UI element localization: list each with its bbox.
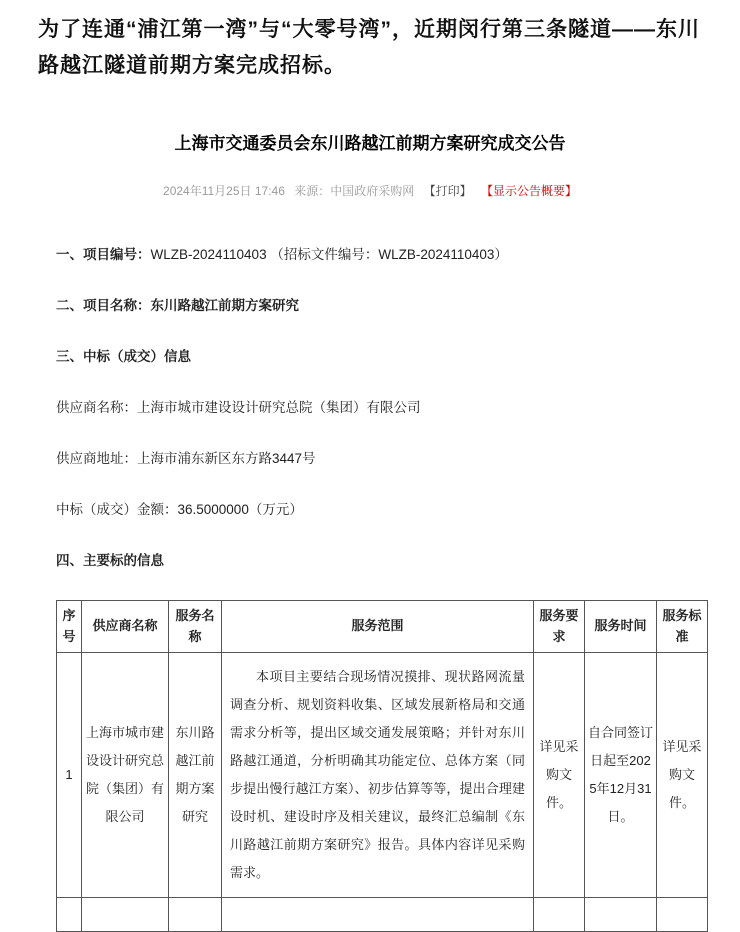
cell-supplier: 上海市城市建设设计研究总院（集团）有限公司	[82, 653, 169, 898]
article-title: 上海市交通委员会东川路越江前期方案研究成交公告	[174, 134, 566, 154]
col-header-supplier: 供应商名称	[82, 601, 169, 653]
cell-seq: 1	[57, 653, 82, 898]
cell-requirement: 详见采购文件。	[534, 653, 585, 898]
empty-cell	[169, 897, 222, 931]
table-empty-row	[57, 897, 708, 931]
section-value: 东川路越江前期方案研究	[150, 298, 299, 314]
section-label: 中标（成交）金额：	[56, 502, 178, 518]
empty-cell	[57, 897, 82, 931]
section-main-subject-heading	[56, 549, 684, 569]
subject-info-table	[56, 600, 708, 932]
section-label: 三、中标（成交）信息	[56, 349, 191, 365]
table-row	[57, 653, 708, 898]
show-summary-link[interactable]: 【显示公告概要】	[480, 184, 577, 199]
col-header-standard: 服务标准	[657, 601, 708, 653]
table-header-row	[57, 601, 708, 653]
col-header-requirement: 服务要求	[534, 601, 585, 653]
announcement-body	[38, 243, 702, 569]
section-project-name	[56, 294, 684, 314]
col-header-time: 服务时间	[585, 601, 657, 653]
article-meta	[38, 182, 702, 199]
empty-cell	[657, 897, 708, 931]
empty-cell	[534, 897, 585, 931]
print-link[interactable]: 【打印】	[423, 184, 472, 199]
section-label: 四、主要标的信息	[56, 553, 164, 569]
empty-cell	[585, 897, 657, 931]
col-header-scope: 服务范围	[222, 601, 534, 653]
empty-cell	[82, 897, 169, 931]
section-label: 供应商地址：	[56, 451, 137, 467]
meta-datetime: 2024年11月25日 17:46	[163, 184, 285, 199]
section-supplier-name	[56, 396, 684, 416]
col-header-seq: 序号	[57, 601, 82, 653]
cell-service-name: 东川路越江前期方案研究	[169, 653, 222, 898]
section-value: WLZB-2024110403 （招标文件编号：WLZB-2024110403）	[150, 247, 508, 263]
cell-time: 自合同签订日起至2025年12月31日。	[585, 653, 657, 898]
section-label: 二、项目名称：	[56, 298, 151, 314]
section-value: 上海市浦东新区东方路3447号	[137, 451, 316, 467]
section-label: 一、项目编号：	[56, 247, 151, 263]
section-award-info-heading	[56, 345, 684, 365]
section-label: 供应商名称：	[56, 400, 137, 416]
section-project-number	[56, 243, 684, 263]
meta-source: 来源：中国政府采购网	[294, 184, 415, 199]
section-value: 36.5000000（万元）	[177, 502, 303, 518]
section-award-amount	[56, 498, 684, 518]
intro-text: 为了连通“浦江第一湾”与“大零号湾”，近期闵行第三条隧道——东川路越江隧道前期方案完成招标。	[38, 18, 700, 77]
section-value: 上海市城市建设设计研究总院（集团）有限公司	[137, 400, 421, 416]
section-supplier-address	[56, 447, 684, 467]
cell-scope: 本项目主要结合现场情况摸排、现状路网流量调查分析、规划资料收集、区域发展新格局和交通需求分析等，提出区域交通发展策略；并针对东川路越江通道，分析明确其功能定位、总体方案（同步提出慢行越江方案）、初步估算等等，提出合理建设时机、建设时序及相关建议，最终汇总编制《东川路越江前期方案研究》报告。具体内容详见采购需求。	[222, 653, 534, 898]
col-header-service-name: 服务名称	[169, 601, 222, 653]
empty-cell	[222, 897, 534, 931]
cell-standard: 详见采购文件。	[657, 653, 708, 898]
